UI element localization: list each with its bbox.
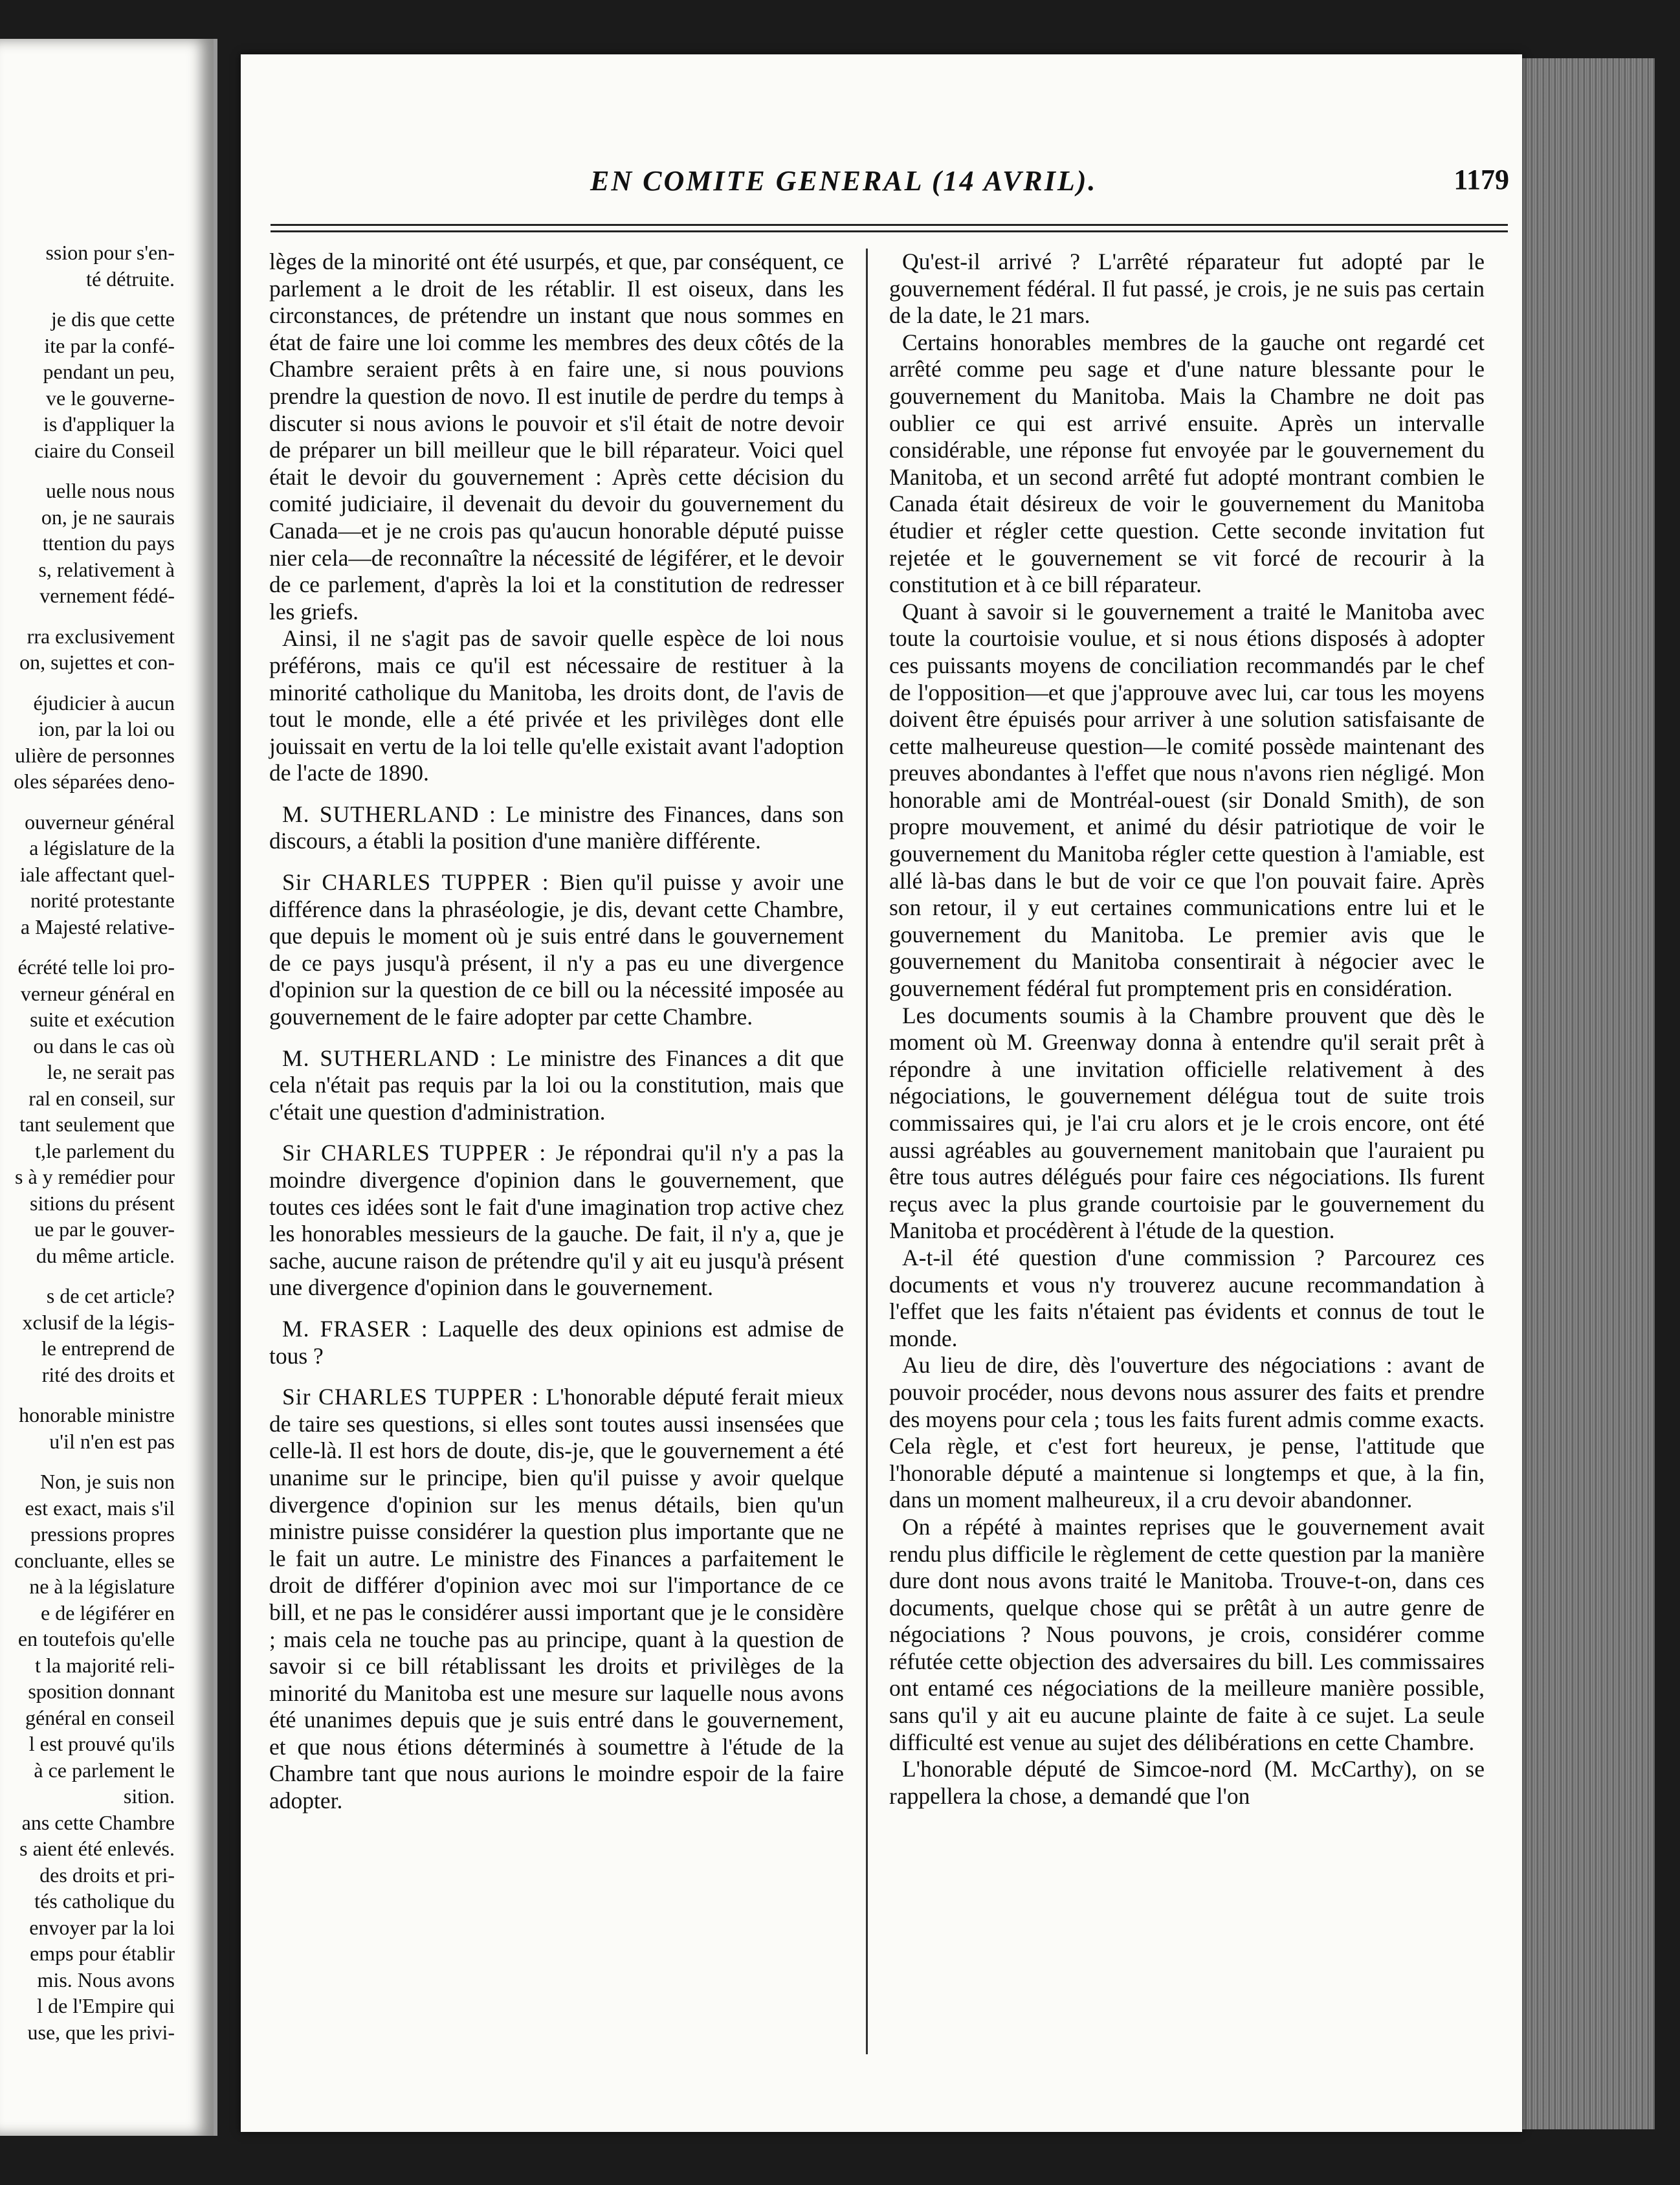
left-fragment-line: on, je ne saurais bbox=[41, 505, 175, 529]
speech-text: Le ministre des Finances a dit que cela n'était pas requis par la loi ou la constitution, mais que c'était une question d'administration. bbox=[269, 1045, 844, 1125]
speech-paragraph bbox=[269, 1316, 844, 1370]
left-fragment-line: honorable ministre bbox=[19, 1403, 175, 1426]
left-fragment-line: ssion pour s'en- bbox=[45, 241, 175, 264]
body-paragraph: Les documents soumis à la Chambre prouvent que dès le moment où M. Greenway donna à entendre qu'il serait prêt à répondre à une invitation officielle relativement à des négociations, le gouvernement délégua tout de suite trois commissaires qui, je l'ai cru alors et je le crois encore, ont été aussi agréables au gouvernement manitobain que l'auraient pu être tous autres délégués pour faire ces négociations. Ils furent reçus avec la plus grande courtoisie par le gouvernement du Manitoba et procédèrent à l'étude de la question. bbox=[889, 1002, 1485, 1244]
left-fragment-line: suite et exécution bbox=[30, 1008, 175, 1031]
left-fragment-line: verneur général en bbox=[20, 981, 175, 1005]
speech-text: Bien qu'il puisse y avoir une différence dans la phraséologie, je dis, devant cette Chambre, que depuis le moment où je suis entré dans le gouvernement de ce pays jusqu'à présent, il n'y a pas eu une divergence d'opinion sur la question de ce bill ou la nécessité imposée au gouvernement de le faire adopter par cette Chambre. bbox=[269, 869, 845, 1030]
left-fragment-line: l de l'Empire qui bbox=[37, 1994, 175, 2017]
page-edge bbox=[1522, 58, 1655, 2129]
left-fragment-line: norité protestante bbox=[30, 889, 175, 912]
left-fragment-line: s de cet article? bbox=[46, 1284, 175, 1307]
left-fragment-line: mis. Nous avons bbox=[37, 1968, 175, 1991]
left-fragment-line: emps pour établir bbox=[30, 1942, 175, 1965]
body-paragraph: Quant à savoir si le gouvernement a traité le Manitoba avec toute la courtoisie voulue, et si nous étions disposés à adopter ces puissants moyens de conciliation recommandés par le chef de l'opposition—et que j'approuve avec lui, car tous les moyens doivent être épuisés pour arriver à une solution satisfaisante de cette malheureuse question—le comité possède maintenant des preuves abondantes à l'effet que nous n'avons rien négligé. Mon honorable ami de Montréal-ouest (sir Donald Smith), de son propre mouvement, et animé du désir patriotique de voir le gouvernement du Manitoba régler cette question à l'amiable, est allé là-bas dans le but de voir ce que l'on pouvait faire. Après son retour, il y eut certaines communications entre lui et le gouvernement du Manitoba. Le premier avis que le gouvernement du Manitoba consentirait à négocier avec le gouvernement fédéral fut promptement pris en considération. bbox=[889, 598, 1485, 1002]
left-fragment-line: t,le parlement du bbox=[35, 1138, 175, 1162]
left-fragment-line: s, relativement à bbox=[38, 557, 175, 581]
speech-text: Le ministre des Finances, dans son discours, a établi la position d'une manière différente. bbox=[269, 801, 845, 854]
body-paragraph: On a répété à maintes reprises que le gouvernement avait rendu plus difficile le règlement de cette question par la manière dure dont nous avons traité le Manitoba. Trouve-t-on, dans ces documents, quelque chose qui se prêtât à un autre genre de négociations ? Nous pouvons, je crois, considérer comme réfutée cette objection des adversaires du bill. Les commissaires ont entamé ces négociations de la meilleure manière possible, sans qu'il y ait eu aucune plainte de faite à ce sujet. La seule difficulté est venue au sujet des délibérations en cette Chambre. bbox=[889, 1513, 1485, 1755]
left-fragment-line: oles séparées deno- bbox=[14, 770, 175, 793]
left-fragment-line: écrété telle loi pro- bbox=[17, 955, 175, 979]
left-fragment-line: use, que les privi- bbox=[27, 2020, 175, 2044]
left-fragment-line: tant seulement que bbox=[19, 1113, 175, 1136]
left-fragment-line: ciaire du Conseil bbox=[34, 438, 175, 462]
running-header: EN COMITE GENERAL (14 AVRIL). bbox=[590, 165, 1098, 197]
left-fragment-line: té détruite. bbox=[86, 267, 175, 291]
left-fragment-line: concluante, elles se bbox=[14, 1548, 175, 1572]
speech-paragraph bbox=[269, 1384, 844, 1815]
left-fragment-line: du même article. bbox=[36, 1243, 175, 1267]
column-divider bbox=[866, 249, 868, 2054]
speech-text: Laquelle des deux opinions est admise de tous ? bbox=[269, 1315, 845, 1369]
speaker-name: M. SUTHERLAND : bbox=[282, 801, 496, 827]
body-paragraph: Certains honorables membres de la gauche ont regardé cet arrêté comme peu sage et d'une nature blessante pour le gouvernement du Manitoba. Mais la Chambre ne doit pas oublier ce qui est arrivé ensuite. Après un intervalle considérable, une réponse fut envoyée par le gouvernement du Manitoba, et un second arrêté fut adopté montrant combien le Canada était désireux de voir le gouvernement du Manitoba étudier et régler cette question. Cette seconde invitation fut rejetée et le gouvernement se vit forcé de recourir à la constitution et à ce bill réparateur. bbox=[889, 329, 1485, 598]
left-fragment-line: sition. bbox=[123, 1784, 175, 1808]
left-fragment-line: tés catholique du bbox=[34, 1889, 175, 1913]
left-fragment-line: envoyer par la loi bbox=[29, 1915, 175, 1939]
header-rule-bottom bbox=[271, 230, 1508, 232]
body-paragraph: lèges de la minorité ont été usurpés, et que, par conséquent, ce parlement a le droit de les rétablir. Il est oiseux, dans les circonstances, de prétendre un instant que nous sommes en état de faire une loi comme les membres des deux côtés de la Chambre seraient prêts à en faire une, si nous pouvions prendre la question de novo. Il est inutile de perdre du temps à discuter si nous avions le pouvoir et s'il était de notre devoir de préparer un bill meilleur que le bill réparateur. Voici quel était le devoir du gouvernement : Après cette décision du comité judiciaire, il devenait du devoir du gouvernement du Canada—et je ne crois pas qu'aucun honorable député puisse nier cela—de reconnaître la nécessité de légiférer, et le devoir de ce parlement, d'après la loi et la constitution de redresser les griefs. bbox=[269, 249, 844, 625]
left-fragment-line: u'il n'en est pas bbox=[49, 1429, 175, 1453]
left-fragment-line: a législature de la bbox=[29, 836, 175, 860]
left-fragment-line: pressions propres bbox=[30, 1522, 175, 1546]
speaker-name: Sir CHARLES TUPPER : bbox=[282, 869, 549, 896]
right-page bbox=[241, 54, 1522, 2132]
left-fragment-line: rra exclusivement bbox=[27, 624, 175, 648]
speech-text: Je répondrai qu'il n'y a pas la moindre divergence d'opinion dans le gouvernement, que toutes ces idées sont le fait d'une imagination trop active chez les honorables messieurs de la gauche. De fait, il n'y a, que je sache, aucune raison de prétendre qu'il y ait eu jusqu'à présent une divergence d'opinion dans le gouvernement. bbox=[269, 1140, 844, 1301]
left-fragment-line: a Majesté relative- bbox=[20, 915, 175, 938]
left-fragment-line: vernement fédé- bbox=[39, 584, 175, 607]
speech-paragraph bbox=[269, 801, 844, 855]
left-fragment-line: rité des droits et bbox=[41, 1362, 175, 1386]
left-fragment-line: is d'appliquer la bbox=[43, 412, 175, 436]
left-fragment-line: Non, je suis non bbox=[40, 1470, 175, 1493]
left-fragment-line: le, ne serait pas bbox=[47, 1060, 175, 1083]
left-fragment-line: xclusif de la légis- bbox=[22, 1310, 175, 1334]
left-fragment-line: en toutefois qu'elle bbox=[17, 1627, 175, 1650]
left-fragment-line: ion, par la loi ou bbox=[38, 717, 175, 740]
left-fragment-line: uelle nous nous bbox=[45, 479, 175, 502]
left-fragment-line: e de légiférer en bbox=[41, 1601, 175, 1625]
left-fragment-line: ve le gouverne- bbox=[45, 386, 175, 410]
left-fragment-line: t la majorité reli- bbox=[35, 1653, 175, 1677]
header-rule-top bbox=[271, 224, 1508, 226]
speech-paragraph bbox=[269, 1140, 844, 1302]
left-fragment-line: pendant un peu, bbox=[43, 360, 175, 383]
speaker-name: Sir CHARLES TUPPER : bbox=[282, 1140, 547, 1166]
left-fragment-line: est exact, mais s'il bbox=[25, 1496, 175, 1520]
left-fragment-line: s aient été enlevés. bbox=[19, 1837, 175, 1860]
left-fragment-line: on, sujettes et con- bbox=[19, 650, 175, 674]
left-fragment-line: éjudicier à aucun bbox=[33, 691, 175, 715]
speaker-name: M. FRASER : bbox=[282, 1315, 428, 1342]
body-paragraph: Au lieu de dire, dès l'ouverture des négociations : avant de pouvoir procéder, nous devons nous assurer des faits et prendre des moyens pour cela ; tous les faits furent admis comme exacts. Cela règle, et c'est fort heureux, je pense, l'attitude que l'honorable député a maintenue si longtemps et que, à la fin, dans un moment malheureux, il a cru devoir abandonner. bbox=[889, 1352, 1485, 1513]
page-number: 1179 bbox=[1453, 164, 1509, 195]
text-column-left bbox=[269, 249, 844, 2048]
speech-paragraph bbox=[269, 869, 844, 1031]
body-paragraph: Qu'est-il arrivé ? L'arrêté réparateur fut adopté par le gouvernement fédéral. Il fut passé, je crois, je ne suis pas certain de la date, le 21 mars. bbox=[889, 249, 1485, 329]
text-column-right bbox=[889, 249, 1485, 2048]
left-fragment-line: ouverneur général bbox=[25, 810, 175, 834]
left-fragment-line: sitions du présent bbox=[30, 1191, 175, 1215]
body-paragraph: A-t-il été question d'une commission ? Parcourez ces documents et vous n'y trouverez aucune recommandation à l'effet que les faits n'étaient pas évidents et connus de tout le monde. bbox=[889, 1244, 1485, 1351]
left-fragment-line: à ce parlement le bbox=[34, 1758, 175, 1782]
left-fragment-line: sposition donnant bbox=[28, 1680, 175, 1703]
left-fragment-line: des droits et pri- bbox=[39, 1863, 175, 1887]
left-fragment-line: ne à la législature bbox=[29, 1575, 175, 1598]
left-fragment-line: s à y remédier pour bbox=[14, 1165, 175, 1188]
left-fragment-line: iale affectant quel- bbox=[19, 862, 175, 886]
left-fragment-line: le entreprend de bbox=[41, 1337, 175, 1360]
left-fragment-line: ue par le gouver- bbox=[34, 1217, 175, 1241]
left-fragment-line: je dis que cette bbox=[50, 307, 175, 331]
left-fragment-line: l est prouvé qu'ils bbox=[28, 1732, 175, 1755]
left-fragment-line: ttention du pays bbox=[42, 531, 175, 555]
left-fragment-line: général en conseil bbox=[25, 1705, 175, 1729]
left-fragment-line: ans cette Chambre bbox=[21, 1810, 175, 1834]
left-fragment-line: ite par la confé- bbox=[44, 333, 175, 357]
body-paragraph: Ainsi, il ne s'agit pas de savoir quelle espèce de loi nous préférons, mais ce qu'il est nécessaire de restituer à la minorité catholique du Manitoba, les droits dont, de l'avis de tout le monde, elle a été privée et les privilèges dont elle jouissait en vertu de la loi telle qu'elle existait avant l'adoption de l'acte de 1890. bbox=[269, 625, 844, 786]
left-fragment-line: ulière de personnes bbox=[14, 743, 175, 767]
speech-paragraph bbox=[269, 1045, 844, 1126]
left-fragment-line: ral en conseil, sur bbox=[28, 1086, 175, 1110]
left-page-fragment bbox=[0, 39, 217, 2136]
speaker-name: Sir CHARLES TUPPER : bbox=[282, 1384, 539, 1410]
body-paragraph: L'honorable député de Simcoe-nord (M. McCarthy), on se rappellera la chose, a demandé que l'on bbox=[889, 1756, 1485, 1809]
left-fragment-line: ou dans le cas où bbox=[33, 1034, 175, 1058]
speaker-name: M. SUTHERLAND : bbox=[282, 1045, 497, 1071]
speech-text: L'honorable député ferait mieux de taire ses questions, si elles sont toutes aussi insensées que celle-là. Il est hors de doute, dis-je, que le gouvernement a été unanime sur le principe, bien qu'il puisse y avoir quelque divergence d'opinion sur les menus détails, bien qu'un ministre puisse considérer la question plus importante que ne le fait un autre. Le ministre des Finances a parfaitement le droit de différer d'opinion avec moi sur l'importance de ce bill, et ne pas le considérer aussi important que je le considère ; mais cela ne touche pas au principe, quant à la question de savoir si ce bill rétablissant les droits et privilèges de la minorité du Manitoba est une mesure sur laquelle nous avons été unanimes depuis que je suis entré dans le gouvernement, et que nous étions déterminés à soumettre à l'étude de la Chambre tant que nous aurions le moindre espoir de la faire adopter. bbox=[269, 1384, 844, 1814]
